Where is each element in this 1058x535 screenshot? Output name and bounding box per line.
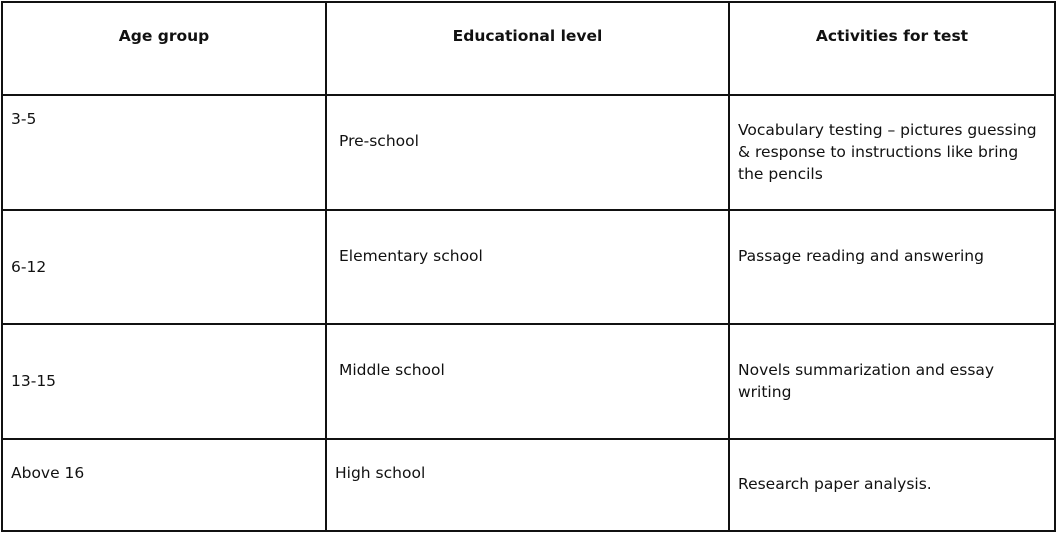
header-label: Educational level bbox=[452, 27, 603, 45]
cell-text: 6-12 bbox=[11, 257, 47, 276]
cell-activities bbox=[729, 95, 1055, 210]
cell-text: Passage reading and answering bbox=[738, 246, 984, 265]
cell-text: Above 16 bbox=[11, 464, 85, 483]
cell-text: Research paper analysis. bbox=[738, 475, 932, 494]
cell-text: Middle school bbox=[339, 361, 445, 380]
cell-text: 13-15 bbox=[11, 372, 57, 391]
data-table bbox=[1, 1, 1056, 532]
cell-text: Elementary school bbox=[339, 246, 483, 265]
cell-educational-level bbox=[326, 210, 729, 325]
table-row bbox=[2, 324, 1055, 439]
table-header-row bbox=[2, 2, 1055, 95]
cell-activities bbox=[729, 439, 1055, 531]
cell-text: Vocabulary testing – pictures guessing & response to instructions like bring the pencils bbox=[738, 120, 1037, 183]
header-activities bbox=[729, 2, 1055, 95]
cell-age-group bbox=[2, 210, 326, 325]
cell-age-group bbox=[2, 439, 326, 531]
table-row bbox=[2, 210, 1055, 325]
table-row bbox=[2, 439, 1055, 531]
header-label: Activities for test bbox=[815, 27, 969, 45]
header-label: Age group bbox=[118, 27, 210, 45]
cell-text: Novels summarization and essay writing bbox=[738, 361, 995, 402]
cell-educational-level bbox=[326, 324, 729, 439]
cell-activities bbox=[729, 324, 1055, 439]
cell-educational-level bbox=[326, 439, 729, 531]
cell-activities bbox=[729, 210, 1055, 325]
cell-text: Pre-school bbox=[339, 131, 419, 150]
table-row bbox=[2, 95, 1055, 210]
cell-text: 3-5 bbox=[11, 109, 37, 128]
header-age-group bbox=[2, 2, 326, 95]
cell-educational-level bbox=[326, 95, 729, 210]
cell-age-group bbox=[2, 324, 326, 439]
cell-age-group bbox=[2, 95, 326, 210]
cell-text: High school bbox=[335, 464, 426, 483]
header-educational-level bbox=[326, 2, 729, 95]
